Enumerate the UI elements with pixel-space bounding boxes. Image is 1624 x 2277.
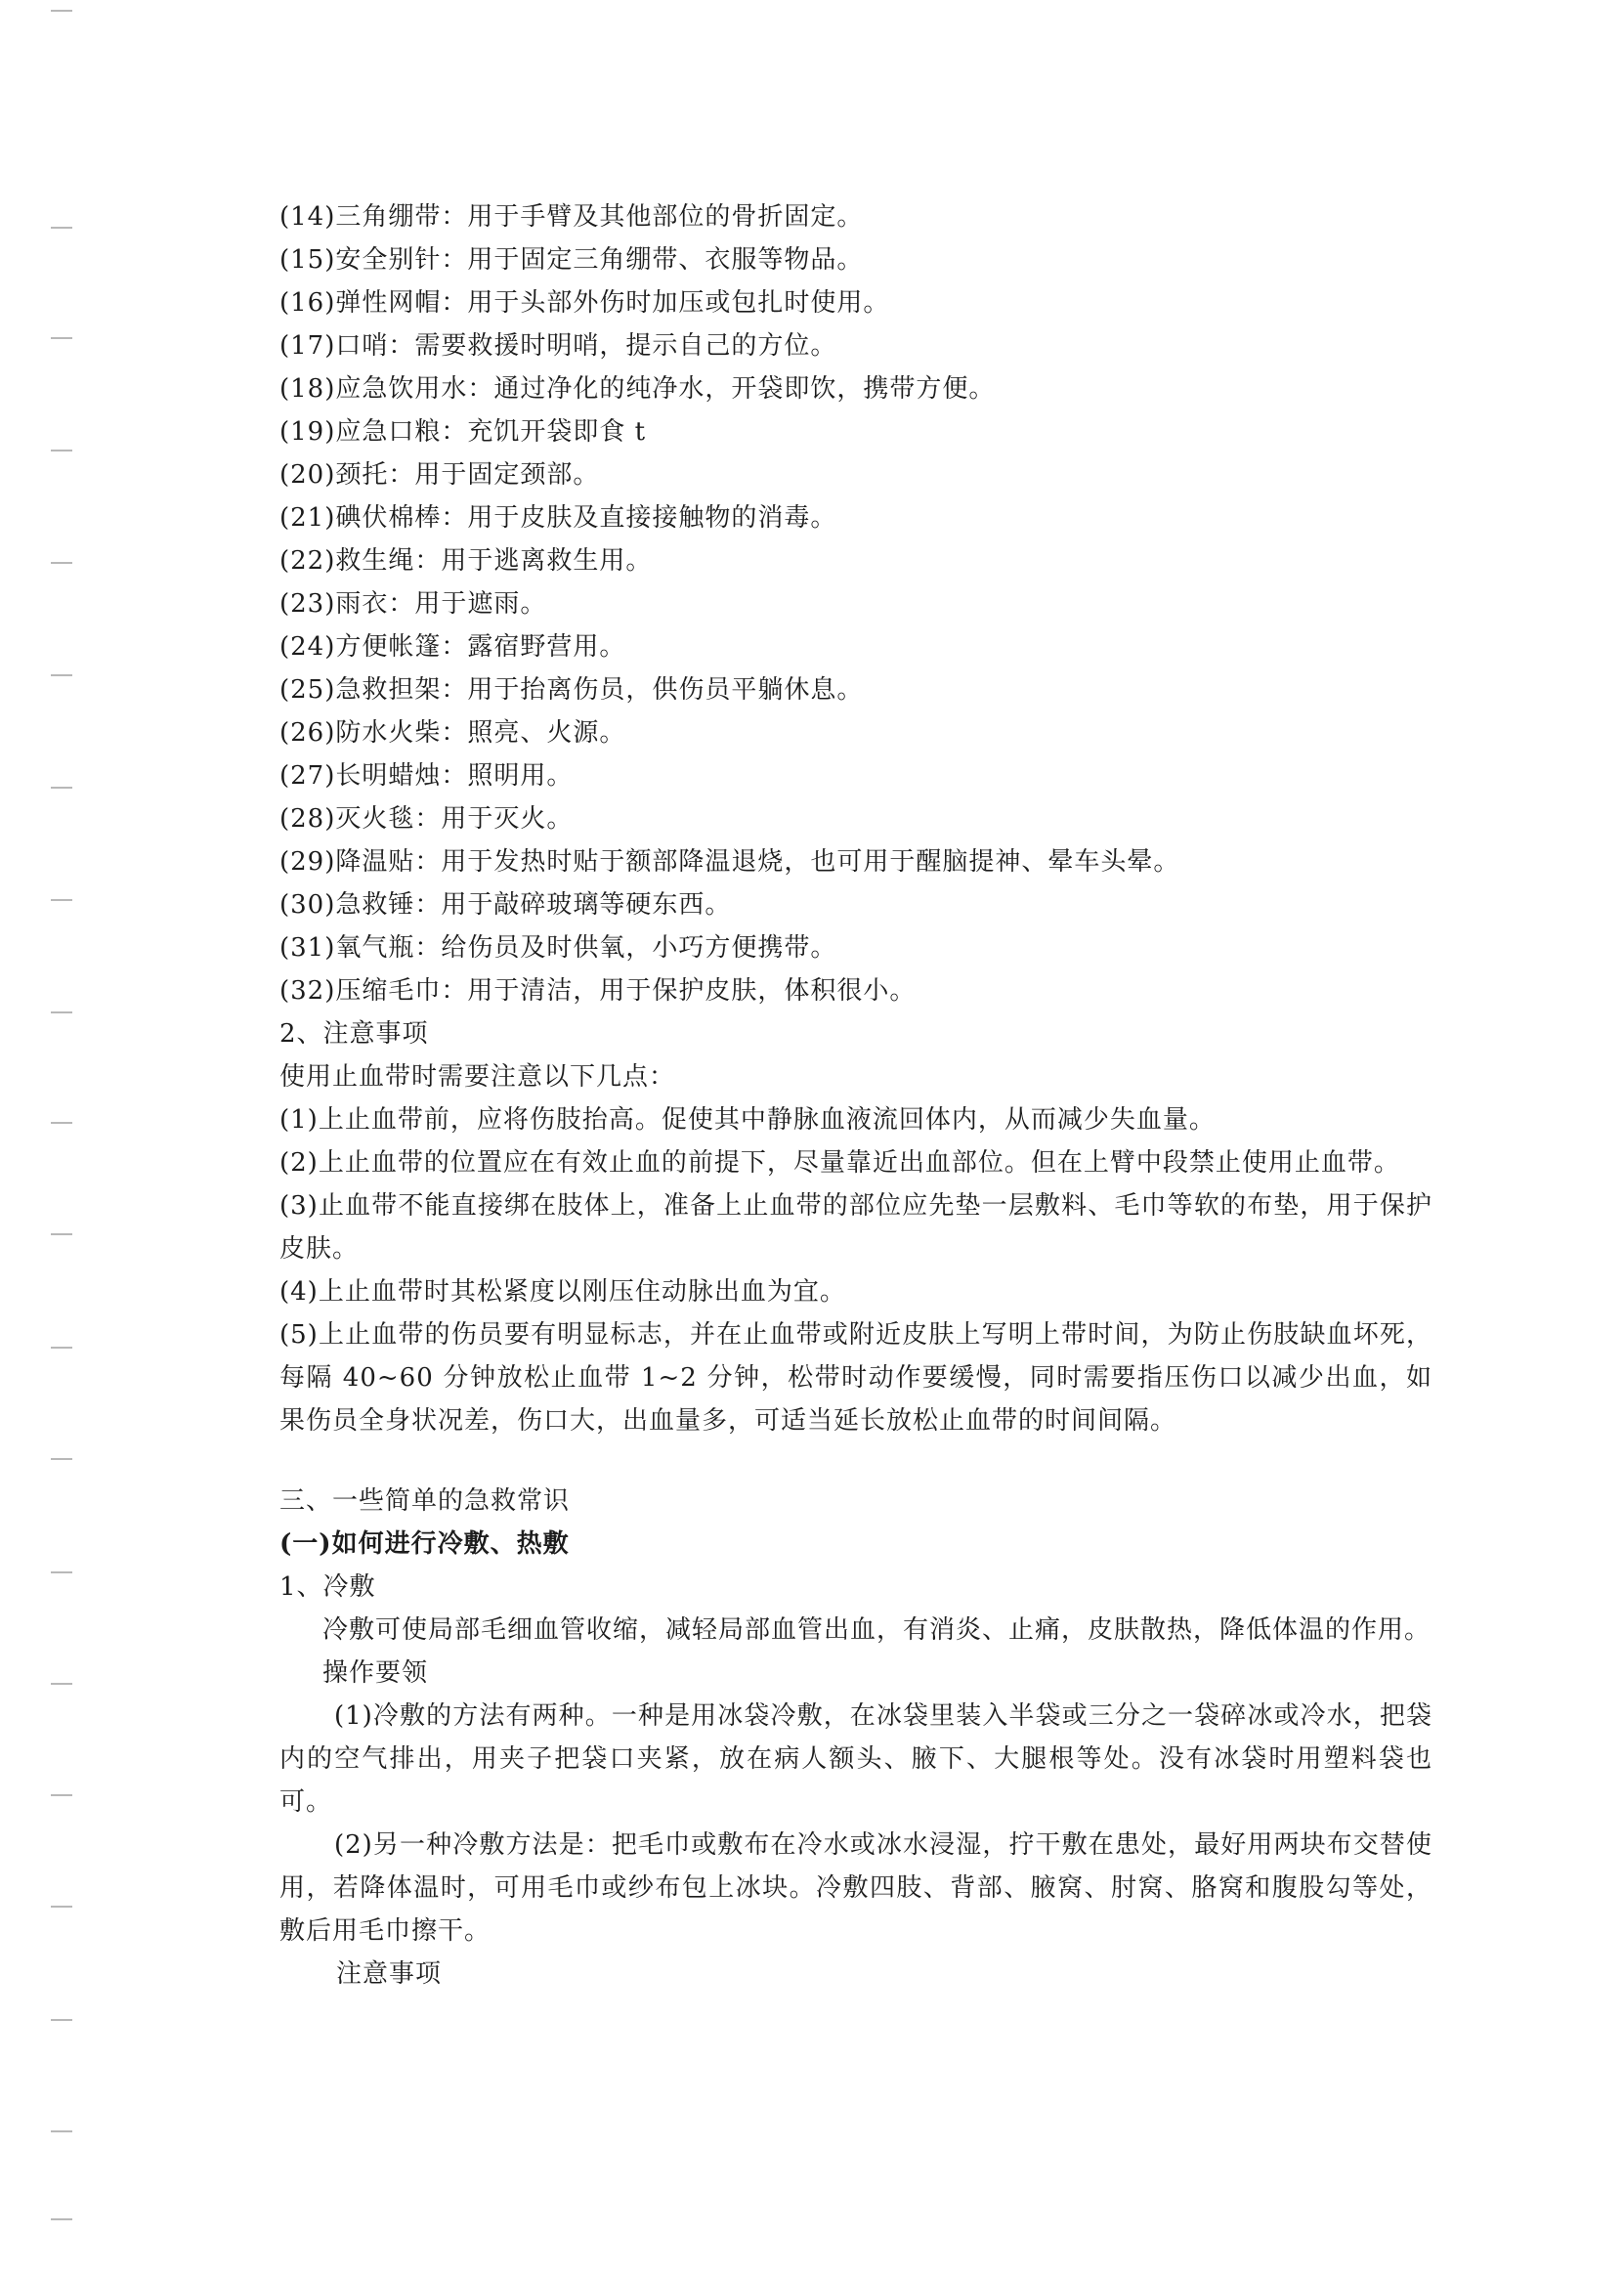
- list-item: (16)弹性网帽：用于头部外伤时加压或包扎时使用。: [279, 288, 890, 318]
- list-item: (31)氧气瓶：给伤员及时供氧，小巧方便携带。: [279, 933, 837, 963]
- scan-edge-mark: [51, 2218, 72, 2220]
- scan-edge-mark: [51, 1011, 72, 1013]
- list-item: (17)口哨：需要救援时明哨，提示自己的方位。: [279, 331, 837, 361]
- section-gap: [279, 1442, 1432, 1480]
- scan-edge-mark: [51, 562, 72, 564]
- operation-heading: 操作要领: [322, 1658, 429, 1688]
- list-item: (24)方便帐篷：露宿野营用。: [279, 632, 626, 662]
- scan-edge-mark: [51, 1347, 72, 1349]
- note-point: (1)上止血带前，应将伤肢抬高。促使其中静脉血液流回体内，从而减少失血量。: [279, 1105, 1216, 1135]
- scan-edge-mark: [51, 10, 72, 12]
- list-item: (20)颈托：用于固定颈部。: [279, 460, 600, 490]
- list-item: (30)急救锤：用于敲碎玻璃等硬东西。: [279, 890, 732, 920]
- scan-edge-mark: [51, 227, 72, 229]
- scan-edge-mark: [51, 1683, 72, 1685]
- note-point: (2)上止血带的位置应在有效止血的前提下，尽量靠近出血部位。但在上臂中段禁止使用止血带。: [279, 1148, 1400, 1178]
- operation-point: (2)另一种冷敷方法是：把毛巾或敷布在冷水或冰水浸湿，拧干敷在患处，最好用两块布交替使用，若降体温时，可用毛巾或纱布包上冰块。冷敷四肢、背部、腋窝、肘窝、胳窝和腹股勾等处，敷后用毛巾擦干。: [279, 1830, 1432, 1946]
- scan-edge-mark: [51, 1906, 72, 1908]
- list-item: (27)长明蜡烛：照明用。: [279, 761, 574, 791]
- caution-heading: 注意事项: [336, 1959, 443, 1989]
- scan-edge-mark: [51, 1794, 72, 1796]
- note-point: (4)上止血带时其松紧度以刚压住动脉出血为宜。: [279, 1277, 846, 1307]
- list-item: (21)碘伏棉棒：用于皮肤及直接接触物的消毒。: [279, 503, 837, 533]
- scan-edge-mark: [51, 899, 72, 901]
- note-point: (3)止血带不能直接绑在肢体上，准备上止血带的部位应先垫一层敷料、毛巾等软的布垫，用于保护皮肤。: [279, 1191, 1432, 1264]
- section-heading: 2、注意事项: [279, 1019, 429, 1049]
- list-item: (18)应急饮用水：通过净化的纯净水，开袋即饮，携带方便。: [279, 374, 996, 404]
- list-item: (22)救生绳：用于逃离救生用。: [279, 546, 653, 576]
- scan-edge-mark: [51, 1571, 72, 1573]
- scan-edge-mark: [51, 787, 72, 789]
- list-item: (25)急救担架：用于抬离伤员，供伤员平躺休息。: [279, 675, 864, 705]
- cold-compress-intro: 冷敷可使局部毛细血管收缩，减轻局部血管出血，有消炎、止痛，皮肤散热，降低体温的作用。: [322, 1615, 1432, 1645]
- cold-compress-heading: 1、冷敷: [279, 1572, 376, 1602]
- list-item: (28)灭火毯：用于灭火。: [279, 804, 574, 834]
- scan-edge-mark: [51, 1233, 72, 1235]
- subsection-heading: (一)如何进行冷敷、热敷: [279, 1529, 570, 1559]
- scan-edge-mark: [51, 2019, 72, 2021]
- scan-edge-mark: [51, 674, 72, 676]
- operation-point: (1)冷敷的方法有两种。一种是用冰袋冷敷，在冰袋里装入半袋或三分之一袋碎冰或冷水，把袋内的空气排出，用夹子把袋口夹紧，放在病人额头、腋下、大腿根等处。没有冰袋时用塑料袋也可。: [279, 1701, 1432, 1817]
- scan-edge-mark: [51, 337, 72, 339]
- list-item: (32)压缩毛巾：用于清洁，用于保护皮肤，体积很小。: [279, 976, 917, 1006]
- document-body: [279, 195, 1432, 1996]
- list-item: (19)应急口粮：充饥开袋即食 t: [279, 417, 647, 447]
- scan-edge-mark: [51, 1458, 72, 1460]
- notes-intro: 使用止血带时需要注意以下几点：: [279, 1062, 676, 1092]
- scan-edge-mark: [51, 1122, 72, 1124]
- scan-edge-mark: [51, 450, 72, 451]
- list-item: (15)安全别针：用于固定三角绷带、衣服等物品。: [279, 245, 864, 275]
- scan-edge-mark: [51, 2130, 72, 2132]
- list-item: (29)降温贴：用于发热时贴于额部降温退烧，也可用于醒脑提神、晕车头晕。: [279, 847, 1180, 877]
- section-heading: 三、一些简单的急救常识: [279, 1486, 571, 1516]
- list-item: (23)雨衣：用于遮雨。: [279, 589, 547, 619]
- list-item: (14)三角绷带：用于手臂及其他部位的骨折固定。: [279, 202, 864, 232]
- note-point: (5)上止血带的伤员要有明显标志，并在止血带或附近皮肤上写明上带时间，为防止伤肢缺血坏死，每隔 40~60 分钟放松止血带 1~2 分钟，松带时动作要缓慢，同时需要指压伤口以减少出血，如果伤员全身状况差，伤口大，出血量多，可适当延长放松止血带的时间间隔。: [279, 1320, 1432, 1436]
- list-item: (26)防水火柴：照亮、火源。: [279, 718, 626, 748]
